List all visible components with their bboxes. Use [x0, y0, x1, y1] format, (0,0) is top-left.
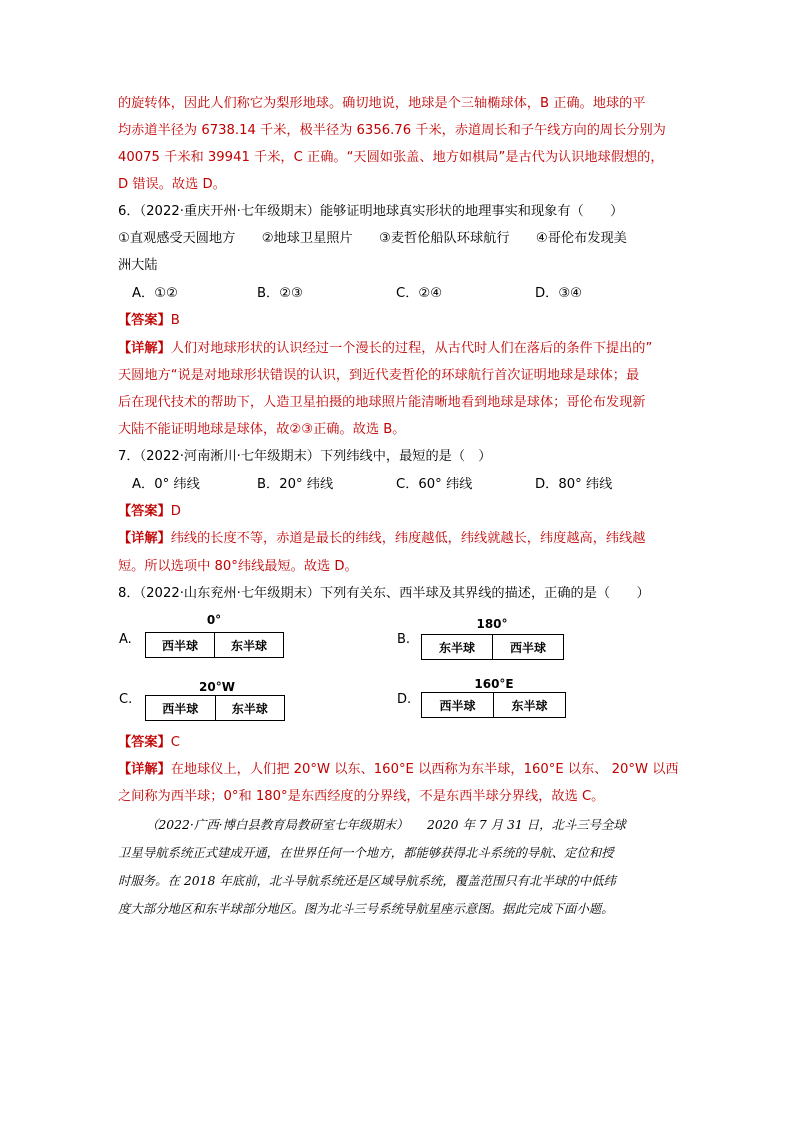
q7-option-d: D．80° 纬线: [535, 477, 613, 492]
q8-diagram-d-letter: D.: [397, 692, 412, 707]
q6-option-b: B．②③: [257, 286, 303, 301]
q8-diagram-b-right-cell: 西半球: [492, 635, 563, 659]
q8-diagram-c-letter: C.: [119, 692, 133, 707]
q8-diagram-a-meridian: 0°: [206, 613, 222, 627]
q6-detail-label: 【详解】: [118, 341, 171, 356]
q6-detail-text-1: 人们对地球形状的认识经过一个漫长的过程，从古代时人们在落后的条件下提出的”: [170, 341, 653, 356]
q8-diagram-d-box: [421, 692, 566, 718]
material-line-4: 度大部分地区和东半球部分地区。图为北斗三号系统导航星座示意图。据此完成下面小题。: [118, 901, 614, 916]
q8-diagram-c-left-cell: 西半球: [162, 701, 199, 716]
q6-detail-line-1: [118, 339, 652, 359]
q7-stem: 7．（2022·河南淅川·七年级期末）下列纬线中，最短的是（ ）: [118, 449, 492, 464]
material-line-1: （2022·广西·博白县教育局教研室七年级期末） 2020 年 7 月 31 日，北斗三号全球: [146, 817, 626, 832]
q7-answer: [118, 502, 181, 522]
q7-detail-line-2: 短。所以选项中 80°纬线最短。故选 D。: [118, 559, 358, 574]
q8-diagram-a-box: [145, 632, 284, 658]
q8-stem: 8．（2022·山东兖州·七年级期末）下列有关东、西半球及其界线的描述，正确的是（ ）: [118, 586, 650, 601]
q8-answer-label: 【答案】: [118, 735, 171, 750]
prev-explanation-line-3: 40075 千米和 39941 千米，C 正确。“天圆如张盖、地方如棋局”是古代为认识地球假想的，: [118, 150, 664, 165]
q8-detail-line-2: 之间称为西半球；0°和 180°是东西经度的分界线，不是东西半球分界线，故选 C。: [118, 789, 605, 804]
q6-answer: [118, 311, 180, 331]
q7-option-a: A．0° 纬线: [132, 477, 200, 492]
material-line-3: 时服务。在 2018 年底前，北斗导航系统还是区域导航系统，覆盖范围只有北半球的中低纬: [118, 873, 616, 888]
q8-diagram-c-right-cell: 东半球: [215, 696, 285, 720]
q8-diagram-b-box: [421, 634, 564, 660]
q6-answer-value: B: [170, 313, 180, 328]
q7-answer-label: 【答案】: [118, 504, 171, 519]
q8-detail-label: 【详解】: [118, 762, 171, 777]
q6-detail-line-4: 大陆不能证明地球是球体，故②③正确。故选 B。: [118, 422, 406, 437]
q8-diagram-c-meridian: 20°W: [199, 680, 235, 694]
q6-stem: 6．（2022·重庆开州·七年级期末）能够证明地球真实形状的地理事实和现象有（ ）: [118, 204, 624, 219]
material-line-2: 卫星导航系统正式建成开通，在世界任何一个地方，都能够获得北斗系统的导航、定位和授: [118, 845, 614, 860]
q6-detail-line-3: 后在现代技术的帮助下，人造卫星拍摄的地球照片能清晰地看到地球是球体；哥伦布发现新: [118, 395, 646, 410]
q8-diagram-b-left-cell: 东半球: [438, 640, 475, 655]
q8-diagram-b-meridian: 180°: [476, 617, 508, 631]
q6-option-a: A．①②: [132, 286, 178, 301]
prev-explanation-line-4: D 错误。故选 D。: [118, 177, 226, 192]
q8-diagram-d-left-cell: 西半球: [439, 698, 476, 713]
q6-items-line-1: ①直观感受天圆地方 ②地球卫星照片 ③麦哲伦船队环球航行 ④哥伦布发现美: [118, 231, 627, 246]
q7-option-b: B．20° 纬线: [257, 477, 334, 492]
q8-diagram-a-letter: A.: [119, 632, 132, 647]
q8-detail-text-1: 在地球仪上，人们把 20°W 以东、160°E 以西称为东半球，160°E 以东、 20°W 以西: [170, 762, 679, 777]
q6-items-line-2: 洲大陆: [118, 258, 158, 273]
q8-diagram-d-meridian: 160°E: [474, 677, 514, 691]
q8-detail-line-1: [118, 760, 679, 780]
q8-answer: [118, 733, 180, 753]
q7-detail-text-1: 纬线的长度不等，赤道是最长的纬线，纬度越低，纬线就越长，纬度越高，纬线越: [170, 531, 646, 546]
q8-answer-value: C: [170, 735, 180, 750]
prev-explanation-line-2: 均赤道半径为 6738.14 千米，极半径为 6356.76 千米，赤道周长和子午线方向的周长分别为: [118, 123, 666, 138]
prev-explanation-line-1: 的旋转体，因此人们称它为梨形地球。确切地说，地球是个三轴椭球体，B 正确。地球的平: [118, 96, 646, 111]
q6-answer-label: 【答案】: [118, 313, 171, 328]
q8-diagram-a-left-cell: 西半球: [161, 638, 198, 653]
q8-diagram-a-right-cell: 东半球: [214, 633, 283, 657]
q7-detail-line-1: [118, 529, 646, 549]
q6-option-d: D．③④: [535, 286, 582, 301]
q6-detail-line-2: 天圆地方“说是对地球形状错误的认识，到近代麦哲伦的环球航行首次证明地球是球体；最: [118, 368, 640, 383]
q7-detail-label: 【详解】: [118, 531, 171, 546]
q7-option-c: C．60° 纬线: [396, 477, 473, 492]
q7-answer-value: D: [170, 504, 181, 519]
q8-diagram-d-right-cell: 东半球: [493, 693, 565, 717]
q8-diagram-c-box: [145, 695, 285, 721]
q6-option-c: C．②④: [396, 286, 443, 301]
q8-diagram-b-letter: B.: [397, 632, 411, 647]
